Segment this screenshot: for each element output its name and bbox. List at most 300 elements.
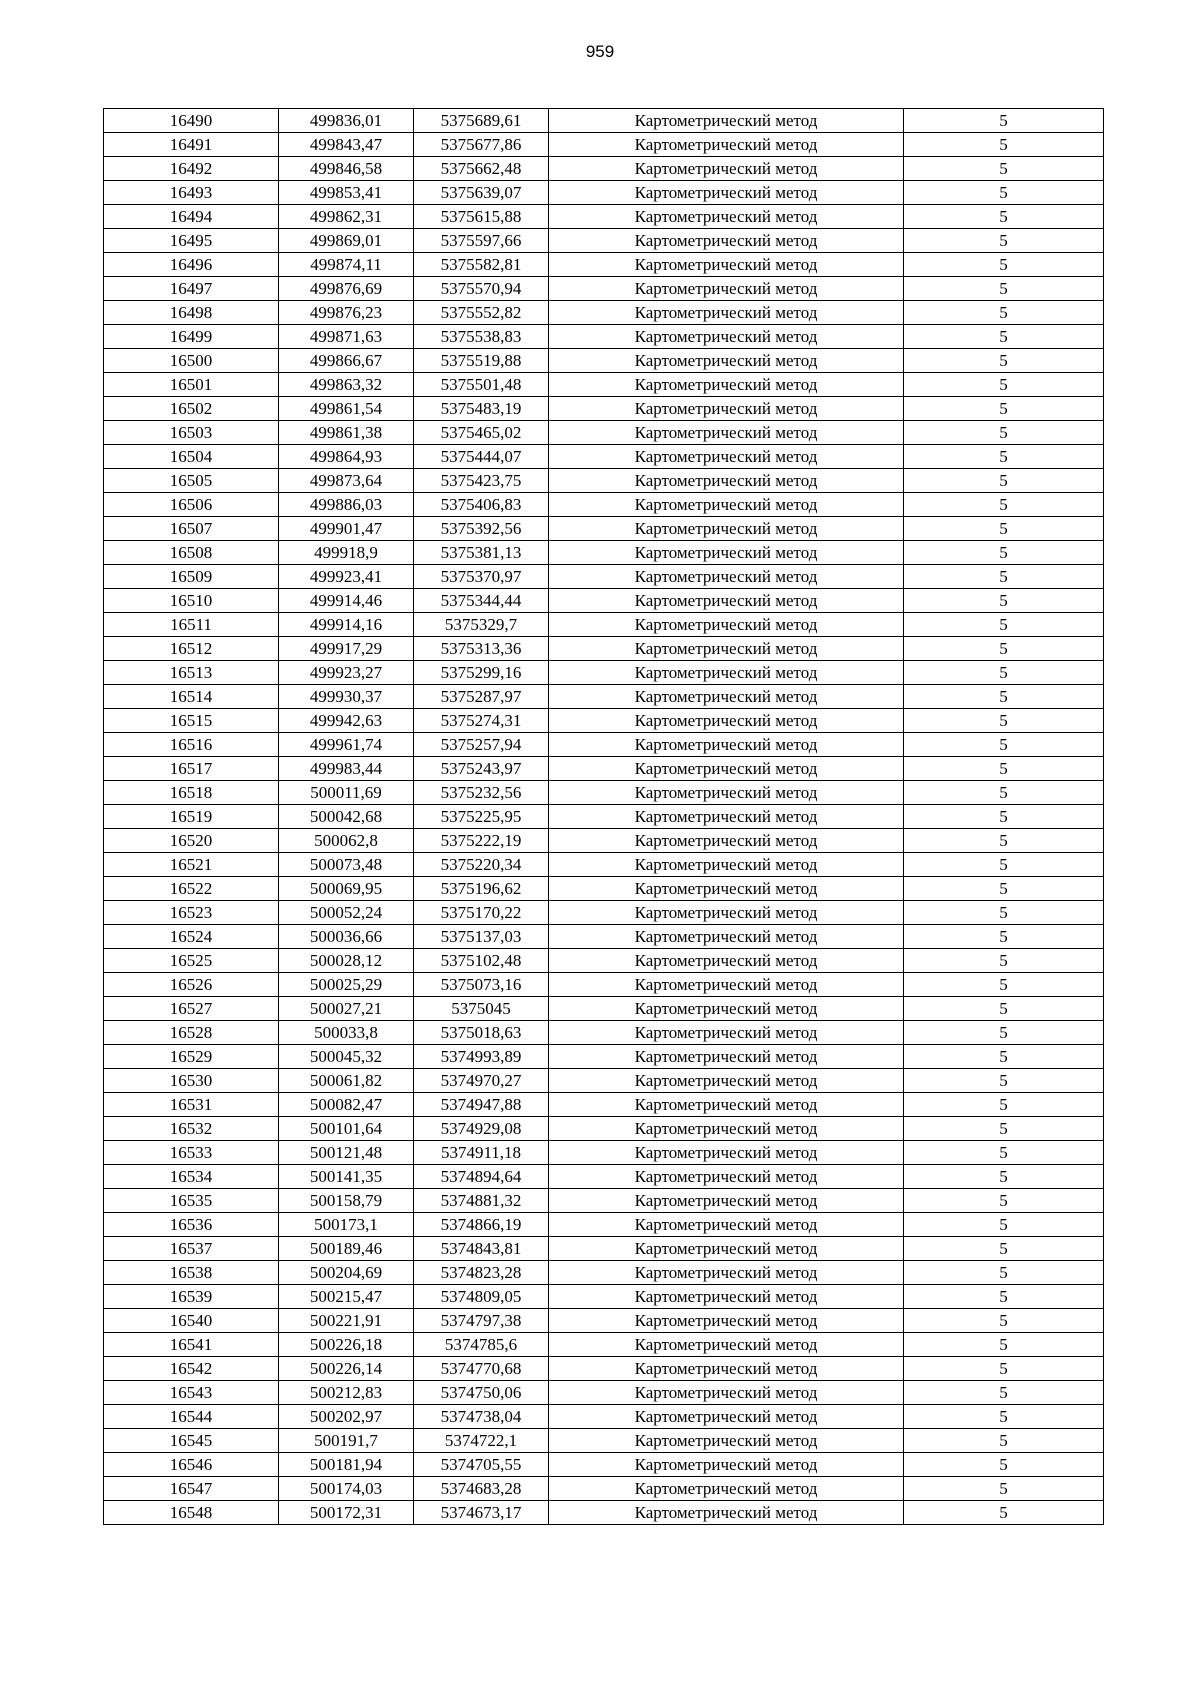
- table-row: [104, 1261, 1104, 1285]
- accuracy-cell: 5: [904, 949, 1104, 973]
- point-number-cell: 16499: [104, 325, 279, 349]
- accuracy-cell: 5: [904, 1477, 1104, 1501]
- point-number-cell: 16530: [104, 1069, 279, 1093]
- y-coordinate-cell: 5375444,07: [414, 445, 549, 469]
- y-coordinate-cell: 5374750,06: [414, 1381, 549, 1405]
- x-coordinate-cell: 500061,82: [279, 1069, 414, 1093]
- table-row: [104, 541, 1104, 565]
- y-coordinate-cell: 5374823,28: [414, 1261, 549, 1285]
- table-row: [104, 1117, 1104, 1141]
- table-row: [104, 613, 1104, 637]
- x-coordinate-cell: 500062,8: [279, 829, 414, 853]
- table-row: [104, 661, 1104, 685]
- x-coordinate-cell: 500033,8: [279, 1021, 414, 1045]
- y-coordinate-cell: 5375406,83: [414, 493, 549, 517]
- table-row: [104, 997, 1104, 1021]
- point-number-cell: 16493: [104, 181, 279, 205]
- table-row: [104, 1165, 1104, 1189]
- method-cell: Картометрический метод: [549, 1117, 904, 1141]
- y-coordinate-cell: 5374785,6: [414, 1333, 549, 1357]
- accuracy-cell: 5: [904, 613, 1104, 637]
- x-coordinate-cell: 499930,37: [279, 685, 414, 709]
- method-cell: Картометрический метод: [549, 1261, 904, 1285]
- point-number-cell: 16491: [104, 133, 279, 157]
- x-coordinate-cell: 500191,7: [279, 1429, 414, 1453]
- method-cell: Картометрический метод: [549, 1093, 904, 1117]
- method-cell: Картометрический метод: [549, 373, 904, 397]
- x-coordinate-cell: 500202,97: [279, 1405, 414, 1429]
- x-coordinate-cell: 499942,63: [279, 709, 414, 733]
- table-row: [104, 853, 1104, 877]
- accuracy-cell: 5: [904, 1453, 1104, 1477]
- method-cell: Картометрический метод: [549, 901, 904, 925]
- method-cell: Картометрический метод: [549, 277, 904, 301]
- point-number-cell: 16518: [104, 781, 279, 805]
- table-row: [104, 229, 1104, 253]
- y-coordinate-cell: 5375344,44: [414, 589, 549, 613]
- accuracy-cell: 5: [904, 661, 1104, 685]
- y-coordinate-cell: 5375615,88: [414, 205, 549, 229]
- method-cell: Картометрический метод: [549, 1045, 904, 1069]
- accuracy-cell: 5: [904, 1117, 1104, 1141]
- y-coordinate-cell: 5375582,81: [414, 253, 549, 277]
- table-row: [104, 373, 1104, 397]
- y-coordinate-cell: 5375073,16: [414, 973, 549, 997]
- point-number-cell: 16500: [104, 349, 279, 373]
- accuracy-cell: 5: [904, 1165, 1104, 1189]
- method-cell: Картометрический метод: [549, 1453, 904, 1477]
- accuracy-cell: 5: [904, 109, 1104, 133]
- x-coordinate-cell: 499874,11: [279, 253, 414, 277]
- x-coordinate-cell: 499862,31: [279, 205, 414, 229]
- table-row: [104, 469, 1104, 493]
- point-number-cell: 16502: [104, 397, 279, 421]
- method-cell: Картометрический метод: [549, 349, 904, 373]
- accuracy-cell: 5: [904, 925, 1104, 949]
- y-coordinate-cell: 5375538,83: [414, 325, 549, 349]
- point-number-cell: 16540: [104, 1309, 279, 1333]
- x-coordinate-cell: 499876,23: [279, 301, 414, 325]
- y-coordinate-cell: 5375501,48: [414, 373, 549, 397]
- y-coordinate-cell: 5375045: [414, 997, 549, 1021]
- point-number-cell: 16539: [104, 1285, 279, 1309]
- x-coordinate-cell: 500045,32: [279, 1045, 414, 1069]
- table-row: [104, 1429, 1104, 1453]
- point-number-cell: 16516: [104, 733, 279, 757]
- method-cell: Картометрический метод: [549, 661, 904, 685]
- accuracy-cell: 5: [904, 589, 1104, 613]
- y-coordinate-cell: 5374947,88: [414, 1093, 549, 1117]
- x-coordinate-cell: 499914,16: [279, 613, 414, 637]
- point-number-cell: 16543: [104, 1381, 279, 1405]
- x-coordinate-cell: 499869,01: [279, 229, 414, 253]
- table-row: [104, 1501, 1104, 1525]
- y-coordinate-cell: 5375137,03: [414, 925, 549, 949]
- accuracy-cell: 5: [904, 349, 1104, 373]
- table-row: [104, 253, 1104, 277]
- point-number-cell: 16504: [104, 445, 279, 469]
- method-cell: Картометрический метод: [549, 1069, 904, 1093]
- x-coordinate-cell: 500181,94: [279, 1453, 414, 1477]
- point-number-cell: 16523: [104, 901, 279, 925]
- method-cell: Картометрический метод: [549, 181, 904, 205]
- accuracy-cell: 5: [904, 493, 1104, 517]
- x-coordinate-cell: 500069,95: [279, 877, 414, 901]
- table-row: [104, 1477, 1104, 1501]
- table-row: [104, 901, 1104, 925]
- y-coordinate-cell: 5375287,97: [414, 685, 549, 709]
- x-coordinate-cell: 499866,67: [279, 349, 414, 373]
- coordinates-table-body: [104, 109, 1104, 1525]
- method-cell: Картометрический метод: [549, 565, 904, 589]
- y-coordinate-cell: 5375018,63: [414, 1021, 549, 1045]
- y-coordinate-cell: 5375370,97: [414, 565, 549, 589]
- point-number-cell: 16495: [104, 229, 279, 253]
- point-number-cell: 16531: [104, 1093, 279, 1117]
- method-cell: Картометрический метод: [549, 973, 904, 997]
- x-coordinate-cell: 500212,83: [279, 1381, 414, 1405]
- x-coordinate-cell: 500052,24: [279, 901, 414, 925]
- method-cell: Картометрический метод: [549, 1381, 904, 1405]
- y-coordinate-cell: 5375102,48: [414, 949, 549, 973]
- x-coordinate-cell: 500189,46: [279, 1237, 414, 1261]
- x-coordinate-cell: 499917,29: [279, 637, 414, 661]
- method-cell: Картометрический метод: [549, 301, 904, 325]
- accuracy-cell: 5: [904, 805, 1104, 829]
- table-row: [104, 565, 1104, 589]
- accuracy-cell: 5: [904, 253, 1104, 277]
- point-number-cell: 16492: [104, 157, 279, 181]
- x-coordinate-cell: 499923,41: [279, 565, 414, 589]
- x-coordinate-cell: 500027,21: [279, 997, 414, 1021]
- x-coordinate-cell: 499846,58: [279, 157, 414, 181]
- table-row: [104, 1357, 1104, 1381]
- point-number-cell: 16517: [104, 757, 279, 781]
- y-coordinate-cell: 5375570,94: [414, 277, 549, 301]
- point-number-cell: 16519: [104, 805, 279, 829]
- point-number-cell: 16522: [104, 877, 279, 901]
- point-number-cell: 16514: [104, 685, 279, 709]
- x-coordinate-cell: 499853,41: [279, 181, 414, 205]
- x-coordinate-cell: 500011,69: [279, 781, 414, 805]
- y-coordinate-cell: 5374843,81: [414, 1237, 549, 1261]
- accuracy-cell: 5: [904, 1021, 1104, 1045]
- method-cell: Картометрический метод: [549, 541, 904, 565]
- method-cell: Картометрический метод: [549, 469, 904, 493]
- point-number-cell: 16534: [104, 1165, 279, 1189]
- accuracy-cell: 5: [904, 829, 1104, 853]
- x-coordinate-cell: 500204,69: [279, 1261, 414, 1285]
- y-coordinate-cell: 5374809,05: [414, 1285, 549, 1309]
- table-row: [104, 517, 1104, 541]
- point-number-cell: 16529: [104, 1045, 279, 1069]
- y-coordinate-cell: 5374797,38: [414, 1309, 549, 1333]
- x-coordinate-cell: 500042,68: [279, 805, 414, 829]
- table-row: [104, 1309, 1104, 1333]
- y-coordinate-cell: 5374866,19: [414, 1213, 549, 1237]
- accuracy-cell: 5: [904, 229, 1104, 253]
- accuracy-cell: 5: [904, 445, 1104, 469]
- method-cell: Картометрический метод: [549, 1141, 904, 1165]
- x-coordinate-cell: 500172,31: [279, 1501, 414, 1525]
- y-coordinate-cell: 5375274,31: [414, 709, 549, 733]
- table-row: [104, 397, 1104, 421]
- method-cell: Картометрический метод: [549, 157, 904, 181]
- accuracy-cell: 5: [904, 1285, 1104, 1309]
- point-number-cell: 16496: [104, 253, 279, 277]
- accuracy-cell: 5: [904, 877, 1104, 901]
- method-cell: Картометрический метод: [549, 1429, 904, 1453]
- x-coordinate-cell: 500173,1: [279, 1213, 414, 1237]
- method-cell: Картометрический метод: [549, 517, 904, 541]
- accuracy-cell: 5: [904, 853, 1104, 877]
- method-cell: Картометрический метод: [549, 589, 904, 613]
- y-coordinate-cell: 5375232,56: [414, 781, 549, 805]
- x-coordinate-cell: 499923,27: [279, 661, 414, 685]
- method-cell: Картометрический метод: [549, 1189, 904, 1213]
- table-row: [104, 1333, 1104, 1357]
- point-number-cell: 16509: [104, 565, 279, 589]
- method-cell: Картометрический метод: [549, 925, 904, 949]
- method-cell: Картометрический метод: [549, 1021, 904, 1045]
- method-cell: Картометрический метод: [549, 229, 904, 253]
- y-coordinate-cell: 5375220,34: [414, 853, 549, 877]
- table-row: [104, 1285, 1104, 1309]
- method-cell: Картометрический метод: [549, 133, 904, 157]
- table-row: [104, 949, 1104, 973]
- method-cell: Картометрический метод: [549, 709, 904, 733]
- table-row: [104, 109, 1104, 133]
- table-row: [104, 181, 1104, 205]
- point-number-cell: 16526: [104, 973, 279, 997]
- method-cell: Картометрический метод: [549, 829, 904, 853]
- accuracy-cell: 5: [904, 181, 1104, 205]
- method-cell: Картометрический метод: [549, 445, 904, 469]
- y-coordinate-cell: 5375423,75: [414, 469, 549, 493]
- table-row: [104, 277, 1104, 301]
- accuracy-cell: 5: [904, 565, 1104, 589]
- accuracy-cell: 5: [904, 781, 1104, 805]
- x-coordinate-cell: 499861,54: [279, 397, 414, 421]
- accuracy-cell: 5: [904, 1501, 1104, 1525]
- y-coordinate-cell: 5375689,61: [414, 109, 549, 133]
- x-coordinate-cell: 499873,64: [279, 469, 414, 493]
- point-number-cell: 16532: [104, 1117, 279, 1141]
- point-number-cell: 16505: [104, 469, 279, 493]
- method-cell: Картометрический метод: [549, 1285, 904, 1309]
- accuracy-cell: 5: [904, 469, 1104, 493]
- method-cell: Картометрический метод: [549, 253, 904, 277]
- y-coordinate-cell: 5374911,18: [414, 1141, 549, 1165]
- table-row: [104, 1237, 1104, 1261]
- y-coordinate-cell: 5375519,88: [414, 349, 549, 373]
- accuracy-cell: 5: [904, 397, 1104, 421]
- y-coordinate-cell: 5375313,36: [414, 637, 549, 661]
- accuracy-cell: 5: [904, 133, 1104, 157]
- accuracy-cell: 5: [904, 733, 1104, 757]
- x-coordinate-cell: 499914,46: [279, 589, 414, 613]
- accuracy-cell: 5: [904, 709, 1104, 733]
- table-row: [104, 1021, 1104, 1045]
- method-cell: Картометрический метод: [549, 1309, 904, 1333]
- table-row: [104, 1093, 1104, 1117]
- x-coordinate-cell: 499864,93: [279, 445, 414, 469]
- accuracy-cell: 5: [904, 1213, 1104, 1237]
- point-number-cell: 16533: [104, 1141, 279, 1165]
- point-number-cell: 16506: [104, 493, 279, 517]
- table-row: [104, 973, 1104, 997]
- x-coordinate-cell: 499871,63: [279, 325, 414, 349]
- x-coordinate-cell: 500028,12: [279, 949, 414, 973]
- method-cell: Картометрический метод: [549, 781, 904, 805]
- point-number-cell: 16524: [104, 925, 279, 949]
- method-cell: Картометрический метод: [549, 1237, 904, 1261]
- y-coordinate-cell: 5374993,89: [414, 1045, 549, 1069]
- method-cell: Картометрический метод: [549, 1501, 904, 1525]
- point-number-cell: 16544: [104, 1405, 279, 1429]
- x-coordinate-cell: 500174,03: [279, 1477, 414, 1501]
- accuracy-cell: 5: [904, 1237, 1104, 1261]
- table-row: [104, 1045, 1104, 1069]
- x-coordinate-cell: 499876,69: [279, 277, 414, 301]
- accuracy-cell: 5: [904, 157, 1104, 181]
- table-row: [104, 349, 1104, 373]
- accuracy-cell: 5: [904, 1429, 1104, 1453]
- point-number-cell: 16515: [104, 709, 279, 733]
- accuracy-cell: 5: [904, 1261, 1104, 1285]
- table-row: [104, 781, 1104, 805]
- table-row: [104, 637, 1104, 661]
- accuracy-cell: 5: [904, 1189, 1104, 1213]
- point-number-cell: 16490: [104, 109, 279, 133]
- table-row: [104, 1069, 1104, 1093]
- accuracy-cell: 5: [904, 325, 1104, 349]
- x-coordinate-cell: 499863,32: [279, 373, 414, 397]
- point-number-cell: 16511: [104, 613, 279, 637]
- point-number-cell: 16521: [104, 853, 279, 877]
- method-cell: Картометрический метод: [549, 997, 904, 1021]
- y-coordinate-cell: 5375299,16: [414, 661, 549, 685]
- y-coordinate-cell: 5374970,27: [414, 1069, 549, 1093]
- accuracy-cell: 5: [904, 1309, 1104, 1333]
- table-row: [104, 157, 1104, 181]
- point-number-cell: 16497: [104, 277, 279, 301]
- x-coordinate-cell: 500082,47: [279, 1093, 414, 1117]
- y-coordinate-cell: 5374705,55: [414, 1453, 549, 1477]
- table-row: [104, 1141, 1104, 1165]
- y-coordinate-cell: 5375483,19: [414, 397, 549, 421]
- x-coordinate-cell: 499901,47: [279, 517, 414, 541]
- accuracy-cell: 5: [904, 1093, 1104, 1117]
- point-number-cell: 16498: [104, 301, 279, 325]
- accuracy-cell: 5: [904, 1333, 1104, 1357]
- y-coordinate-cell: 5374929,08: [414, 1117, 549, 1141]
- point-number-cell: 16538: [104, 1261, 279, 1285]
- y-coordinate-cell: 5375381,13: [414, 541, 549, 565]
- x-coordinate-cell: 500158,79: [279, 1189, 414, 1213]
- point-number-cell: 16535: [104, 1189, 279, 1213]
- x-coordinate-cell: 499961,74: [279, 733, 414, 757]
- accuracy-cell: 5: [904, 1141, 1104, 1165]
- x-coordinate-cell: 500121,48: [279, 1141, 414, 1165]
- table-row: [104, 589, 1104, 613]
- method-cell: Картометрический метод: [549, 397, 904, 421]
- point-number-cell: 16545: [104, 1429, 279, 1453]
- method-cell: Картометрический метод: [549, 325, 904, 349]
- table-row: [104, 709, 1104, 733]
- point-number-cell: 16537: [104, 1237, 279, 1261]
- table-row: [104, 733, 1104, 757]
- x-coordinate-cell: 499983,44: [279, 757, 414, 781]
- table-row: [104, 133, 1104, 157]
- table-row: [104, 1453, 1104, 1477]
- table-row: [104, 1213, 1104, 1237]
- method-cell: Картометрический метод: [549, 1477, 904, 1501]
- table-row: [104, 205, 1104, 229]
- method-cell: Картометрический метод: [549, 1213, 904, 1237]
- table-row: [104, 493, 1104, 517]
- y-coordinate-cell: 5375329,7: [414, 613, 549, 637]
- x-coordinate-cell: 500215,47: [279, 1285, 414, 1309]
- accuracy-cell: 5: [904, 301, 1104, 325]
- table-row: [104, 685, 1104, 709]
- y-coordinate-cell: 5375196,62: [414, 877, 549, 901]
- method-cell: Картометрический метод: [549, 757, 904, 781]
- x-coordinate-cell: 500141,35: [279, 1165, 414, 1189]
- table-row: [104, 445, 1104, 469]
- table-row: [104, 1189, 1104, 1213]
- method-cell: Картометрический метод: [549, 853, 904, 877]
- accuracy-cell: 5: [904, 685, 1104, 709]
- method-cell: Картометрический метод: [549, 1405, 904, 1429]
- y-coordinate-cell: 5374722,1: [414, 1429, 549, 1453]
- point-number-cell: 16536: [104, 1213, 279, 1237]
- point-number-cell: 16527: [104, 997, 279, 1021]
- y-coordinate-cell: 5374683,28: [414, 1477, 549, 1501]
- y-coordinate-cell: 5375552,82: [414, 301, 549, 325]
- method-cell: Картометрический метод: [549, 1357, 904, 1381]
- point-number-cell: 16508: [104, 541, 279, 565]
- point-number-cell: 16546: [104, 1453, 279, 1477]
- point-number-cell: 16542: [104, 1357, 279, 1381]
- y-coordinate-cell: 5375243,97: [414, 757, 549, 781]
- y-coordinate-cell: 5374738,04: [414, 1405, 549, 1429]
- point-number-cell: 16547: [104, 1477, 279, 1501]
- table-row: [104, 301, 1104, 325]
- table-row: [104, 1381, 1104, 1405]
- y-coordinate-cell: 5375222,19: [414, 829, 549, 853]
- x-coordinate-cell: 499886,03: [279, 493, 414, 517]
- table-row: [104, 877, 1104, 901]
- accuracy-cell: 5: [904, 1069, 1104, 1093]
- x-coordinate-cell: 500101,64: [279, 1117, 414, 1141]
- point-number-cell: 16548: [104, 1501, 279, 1525]
- y-coordinate-cell: 5375257,94: [414, 733, 549, 757]
- point-number-cell: 16503: [104, 421, 279, 445]
- method-cell: Картометрический метод: [549, 949, 904, 973]
- x-coordinate-cell: 499861,38: [279, 421, 414, 445]
- accuracy-cell: 5: [904, 973, 1104, 997]
- y-coordinate-cell: 5374881,32: [414, 1189, 549, 1213]
- point-number-cell: 16494: [104, 205, 279, 229]
- x-coordinate-cell: 499918,9: [279, 541, 414, 565]
- point-number-cell: 16507: [104, 517, 279, 541]
- accuracy-cell: 5: [904, 205, 1104, 229]
- table-row: [104, 925, 1104, 949]
- x-coordinate-cell: 499843,47: [279, 133, 414, 157]
- y-coordinate-cell: 5375170,22: [414, 901, 549, 925]
- accuracy-cell: 5: [904, 277, 1104, 301]
